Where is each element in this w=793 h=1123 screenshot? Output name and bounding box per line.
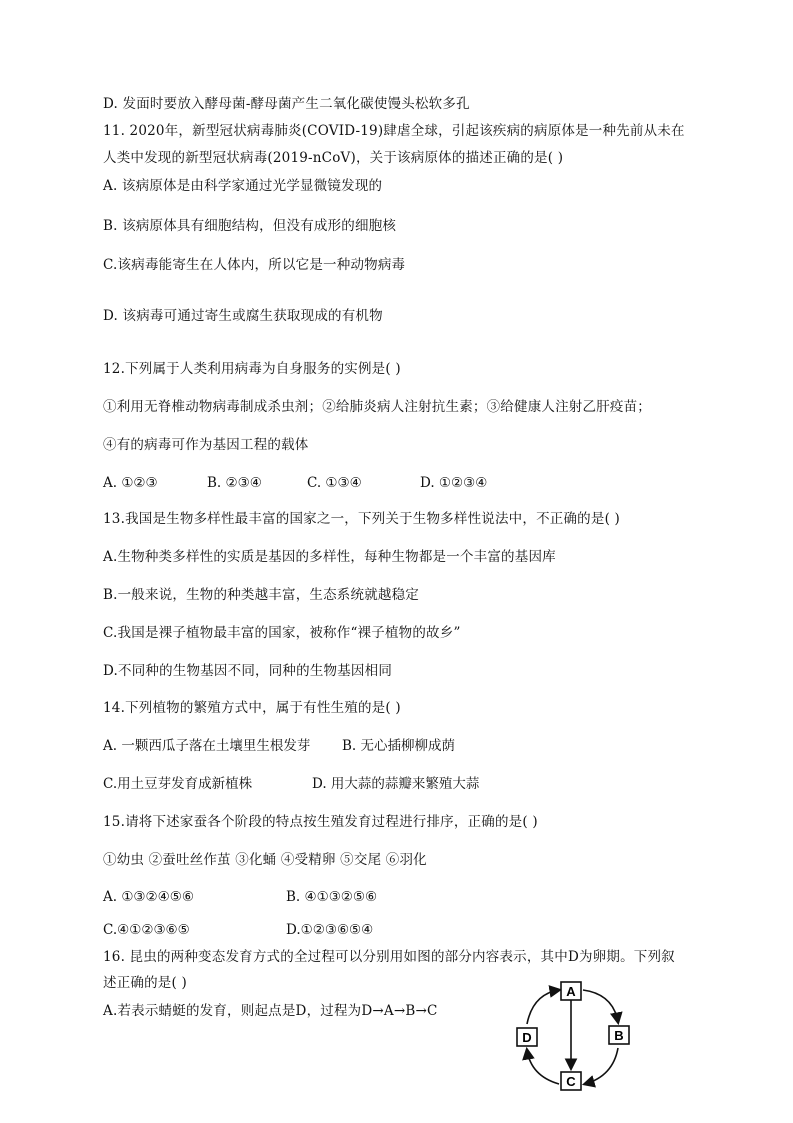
q16-option-a: A.若表示蜻蜓的发育，则起点是D，过程为D→A→B→C — [103, 1003, 438, 1019]
q14-stem: 14.下列植物的繁殖方式中，属于有性生殖的是( ) — [103, 700, 401, 716]
q12-option-d: D. ①②③④ — [420, 475, 488, 491]
q14-option-a: A. 一颗西瓜子落在土壤里生根发芽 — [103, 738, 311, 754]
q11-option-a: A. 该病原体是由科学家通过光学显微镜发现的 — [103, 178, 383, 194]
q11-stem-line1: 11. 2020年，新型冠状病毒肺炎(COVID-19)肆虐全球，引起该疾病的病原体是一种先前从未在 — [103, 123, 685, 139]
q12-stem: 12.下列属于人类利用病毒为自身服务的实例是( ) — [103, 361, 401, 377]
q16-stem-line1: 16. 昆虫的两种变态发育方式的全过程可以分别用如图的部分内容表示，其中D为卵期。下列叙 — [103, 949, 675, 965]
label-c: C — [566, 1074, 576, 1089]
q12-items-line1: ①利用无脊椎动物病毒制成杀虫剂；②给肺炎病人注射抗生素；③给健康人注射乙肝疫苗； — [103, 399, 651, 415]
q13-option-c: C.我国是裸子植物最丰富的国家，被称作“裸子植物的故乡” — [103, 625, 461, 641]
q15-stem: 15.请将下述家蚕各个阶段的特点按生殖发育过程进行排序，正确的是( ) — [103, 814, 538, 830]
q11-option-c: C.该病毒能寄生在人体内，所以它是一种动物病毒 — [103, 257, 406, 273]
q15-option-a: A. ①③②④⑤⑥ — [103, 889, 194, 905]
label-a: A — [566, 984, 576, 999]
q15-items: ①幼虫 ②蚕吐丝作茧 ③化蛹 ④受精卵 ⑤交尾 ⑥羽化 — [103, 852, 427, 868]
arc-d-to-a — [527, 990, 559, 1024]
q13-option-a: A.生物种类多样性的实质是基因的多样性，每种生物都是一个丰富的基因库 — [103, 549, 556, 565]
q10-option-d: D. 发面时要放入酵母菌-酵母菌产生二氧化碳使馒头松软多孔 — [103, 96, 470, 112]
q15-option-c: C.④①②③⑥⑤ — [103, 922, 190, 938]
label-b: B — [614, 1028, 624, 1043]
q11-option-d: D. 该病毒可通过寄生或腐生获取现成的有机物 — [103, 308, 383, 324]
q12-items-line2: ④有的病毒可作为基因工程的载体 — [103, 437, 309, 453]
q12-option-a: A. ①②③ — [103, 475, 158, 491]
q12-option-c: C. ①③④ — [307, 475, 362, 491]
insect-life-cycle-diagram — [505, 978, 645, 1098]
q13-option-b: B.一般来说，生物的种类越丰富，生态系统就越稳定 — [103, 587, 420, 603]
q14-option-b: B. 无心插柳柳成荫 — [342, 738, 456, 754]
arc-a-to-b — [583, 990, 618, 1022]
q11-option-b: B. 该病原体具有细胞结构，但没有成形的细胞核 — [103, 218, 397, 234]
q13-stem: 13.我国是生物多样性最丰富的国家之一，下列关于生物多样性说法中，不正确的是( ) — [103, 511, 620, 527]
q15-option-b: B. ④①③②⑤⑥ — [286, 889, 378, 905]
q12-option-b: B. ②③④ — [207, 475, 262, 491]
arc-c-to-d — [527, 1050, 559, 1084]
q14-option-d: D. 用大蒜的蒜瓣来繁殖大蒜 — [312, 776, 480, 792]
arc-b-to-c — [585, 1048, 618, 1084]
q14-option-c: C.用土豆芽发育成新植株 — [103, 776, 253, 792]
label-d: D — [522, 1030, 532, 1045]
q11-stem-line2: 人类中发现的新型冠状病毒(2019-nCoV)，关于该病原体的描述正确的是( ) — [103, 150, 564, 166]
q16-stem-line2: 述正确的是( ) — [103, 975, 187, 991]
q15-option-d: D.①②③⑥⑤④ — [286, 922, 374, 938]
q13-option-d: D.不同种的生物基因不同，同种的生物基因相同 — [103, 663, 393, 679]
